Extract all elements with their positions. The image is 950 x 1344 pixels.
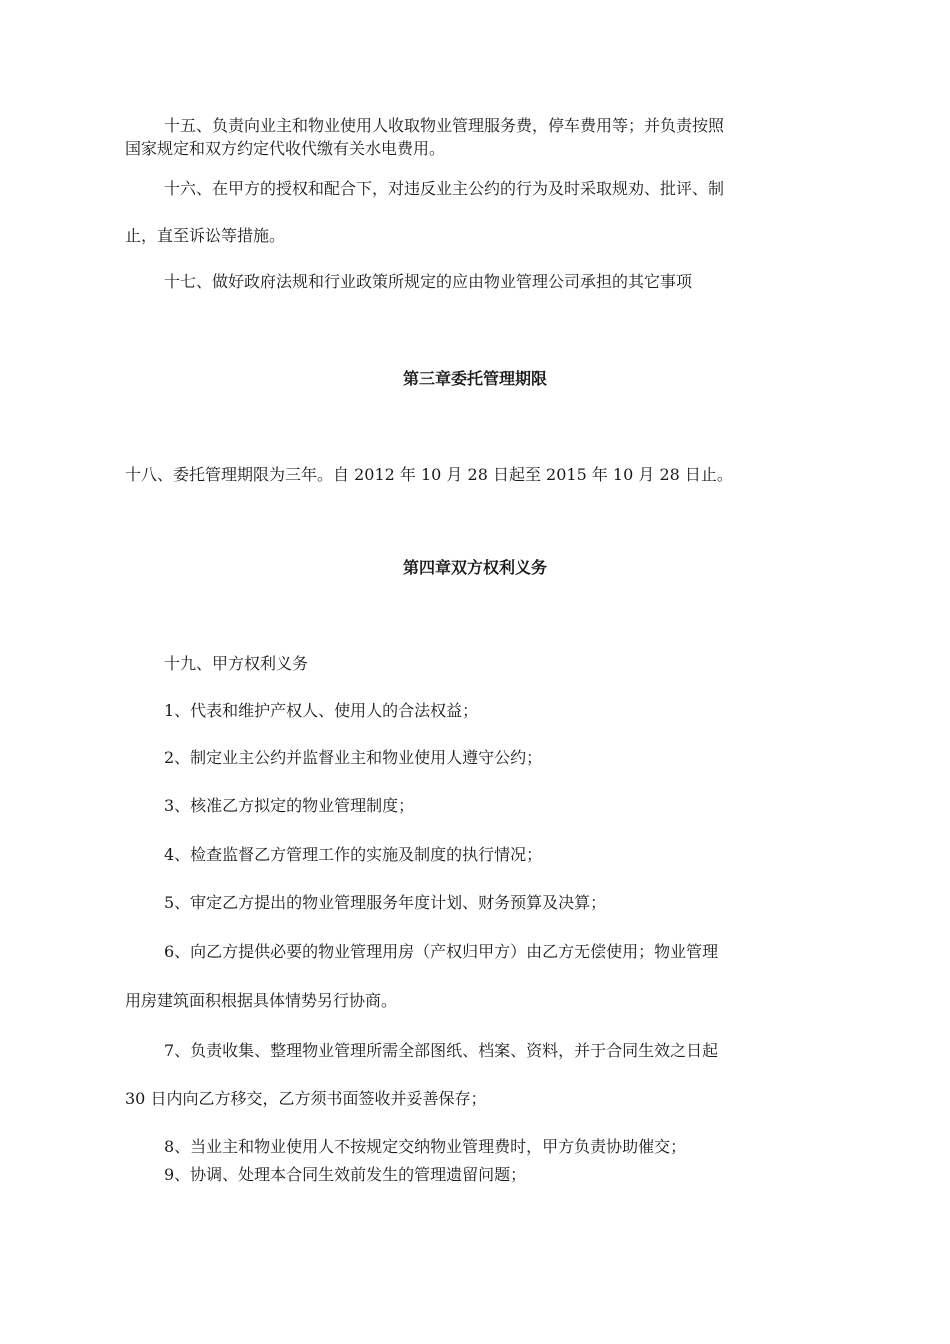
chapter-3-title: 第三章委托管理期限 [402, 369, 547, 388]
clause-17: 十七、做好政府法规和行业政策所规定的应由物业管理公司承担的其它事项 [164, 272, 693, 291]
list-item-9: 9、协调、处理本合同生效前发生的管理遗留问题； [164, 1165, 527, 1184]
clause-16-line-1: 十六、在甲方的授权和配合下，对违反业主公约的行为及时采取规劝、批评、制 [164, 179, 725, 198]
clause-15-line-1: 十五、负责向业主和物业使用人收取物业管理服务费，停车费用等；并负责按照 [164, 116, 725, 135]
list-item-1: 1、代表和维护产权人、使用人的合法权益； [164, 701, 479, 720]
list-item-6-line-1: 6、向乙方提供必要的物业管理用房（产权归甲方）由乙方无偿使用；物业管理 [164, 942, 719, 961]
clause-16-line-2: 止，直至诉讼等措施。 [125, 226, 286, 245]
list-item-4: 4、检查监督乙方管理工作的实施及制度的执行情况； [164, 845, 543, 864]
list-item-6-line-2: 用房建筑面积根据具体情势另行协商。 [125, 991, 398, 1010]
clause-15-line-2: 国家规定和双方约定代收代缴有关水电费用。 [125, 139, 446, 158]
list-item-3: 3、核准乙方拟定的物业管理制度； [164, 796, 415, 815]
clause-19-title: 十九、甲方权利义务 [164, 654, 309, 673]
list-item-2: 2、制定业主公约并监督业主和物业使用人遵守公约； [164, 748, 543, 767]
chapter-4-title: 第四章双方权利义务 [402, 558, 547, 577]
clause-18: 十八、委托管理期限为三年。自 2012 年 10 月 28 日起至 2015 年 10 月 28 日止。 [125, 465, 733, 484]
list-item-5: 5、审定乙方提出的物业管理服务年度计划、财务预算及决算； [164, 893, 607, 912]
list-item-8: 8、当业主和物业使用人不按规定交纳物业管理费时，甲方负责协助催交； [164, 1137, 687, 1156]
list-item-7-line-1: 7、负责收集、整理物业管理所需全部图纸、档案、资料，并于合同生效之日起 [164, 1041, 719, 1060]
list-item-7-line-2: 30 日内向乙方移交，乙方须书面签收并妥善保存； [125, 1089, 487, 1108]
